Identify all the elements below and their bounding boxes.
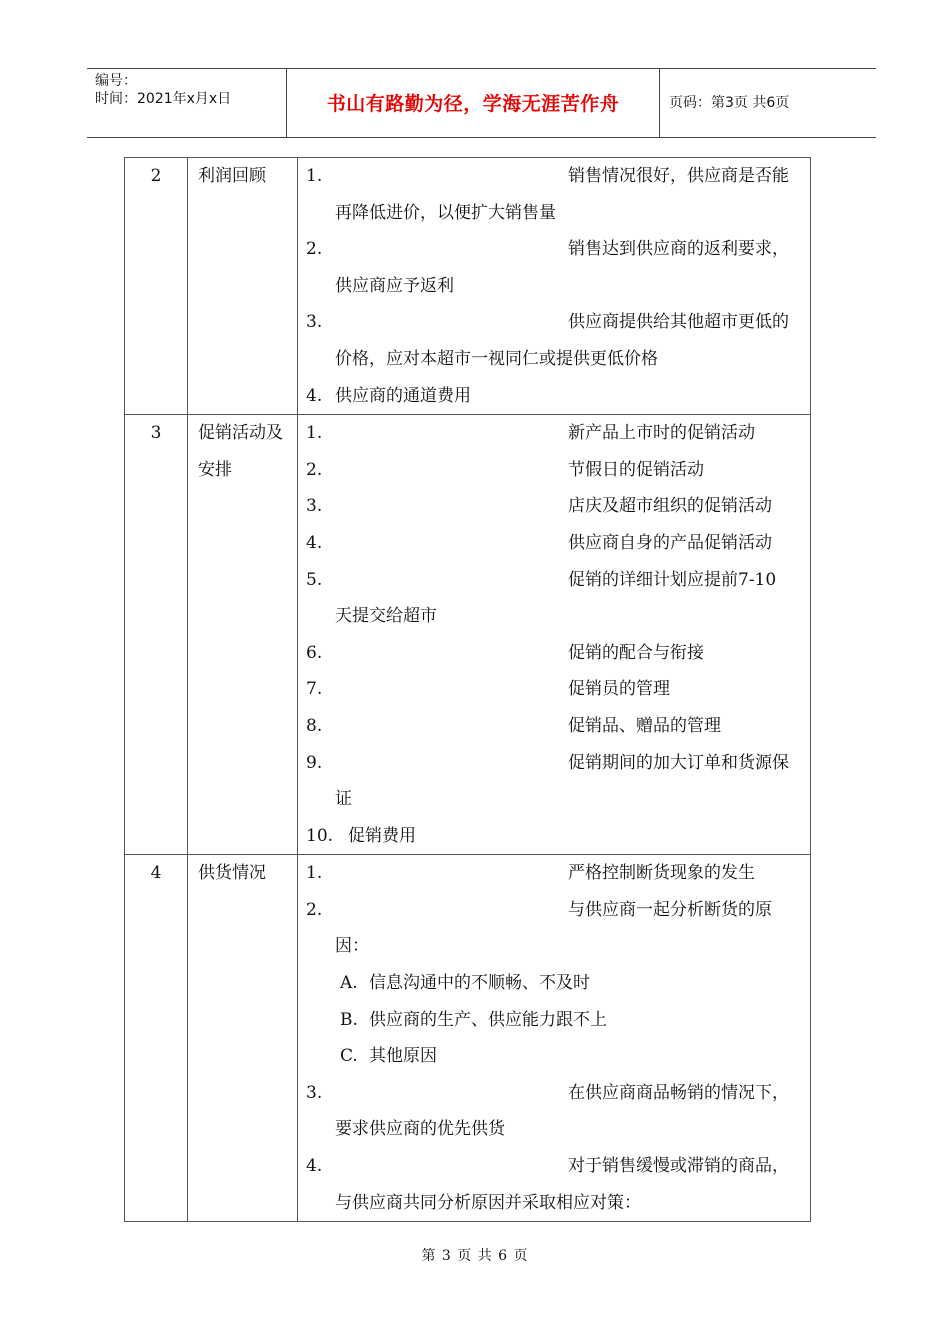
table-row	[125, 855, 811, 1222]
list-item	[306, 452, 802, 489]
number-label: 编号：	[95, 73, 137, 89]
row-items	[298, 415, 811, 855]
row-items	[298, 855, 811, 1222]
list-item	[306, 304, 802, 341]
item-continuation: 再降低进价，以便扩大销售量	[335, 202, 556, 223]
item-number: 4.	[306, 532, 323, 553]
row-number: 2	[125, 158, 188, 415]
row-topic: 利润回顾	[188, 158, 298, 415]
list-item	[306, 488, 802, 525]
list-item	[306, 892, 802, 929]
row-items	[298, 158, 811, 415]
item-continuation: 供应商应予返利	[335, 275, 454, 296]
sub-item-letter: A.	[340, 973, 358, 994]
list-item	[306, 231, 802, 268]
item-text: 新产品上市时的促销活动	[568, 423, 755, 444]
sub-item	[306, 1002, 802, 1039]
item-text: 销售达到供应商的返利要求，	[568, 239, 789, 260]
page-header	[87, 68, 876, 138]
item-text: 与供应商一起分析断货的原	[568, 899, 772, 920]
item-text: 供应商的通道费用	[335, 385, 471, 406]
list-item	[306, 745, 802, 782]
content-table	[124, 157, 811, 1222]
item-continuation: 因：	[335, 936, 369, 957]
list-item	[306, 635, 802, 672]
item-number: 1.	[306, 166, 323, 186]
item-continuation: 要求供应商的优先供货	[335, 1119, 505, 1140]
sub-item-text: 供应商的生产、供应能力跟不上	[369, 1009, 607, 1030]
item-text: 在供应商商品畅销的情况下，	[568, 1082, 789, 1103]
item-text: 促销的配合与衔接	[568, 642, 704, 663]
list-item	[306, 708, 802, 745]
sub-item-text: 其他原因	[369, 1046, 437, 1067]
item-text: 店庆及超市组织的促销活动	[568, 496, 772, 517]
item-text: 促销员的管理	[568, 679, 670, 700]
item-number: 3.	[306, 496, 323, 517]
list-item	[306, 415, 802, 452]
item-number: 4.	[306, 385, 323, 406]
header-meta	[95, 72, 285, 108]
item-number: 10.	[306, 825, 334, 846]
sub-item-text: 信息沟通中的不顺畅、不及时	[369, 973, 590, 994]
sub-item	[306, 1038, 802, 1075]
sub-item	[306, 965, 802, 1002]
item-number: 7.	[306, 679, 323, 700]
time-label: 时间：2021年x月x日	[95, 91, 232, 107]
item-continuation: 与供应商共同分析原因并采取相应对策：	[335, 1192, 641, 1213]
item-text: 销售情况很好，供应商是否能	[568, 166, 789, 186]
list-item	[306, 818, 802, 855]
item-number: 8.	[306, 715, 323, 736]
list-item	[306, 562, 802, 599]
list-item	[306, 855, 802, 892]
item-continuation: 价格，应对本超市一视同仁或提供更低价格	[335, 348, 658, 369]
item-number: 3.	[306, 1082, 323, 1103]
row-number: 3	[125, 415, 188, 855]
item-number: 4.	[306, 1156, 323, 1177]
table-row	[125, 158, 811, 415]
item-number: 6.	[306, 642, 323, 663]
row-number: 4	[125, 855, 188, 1222]
header-page-number: 页码：第3页 共6页	[669, 95, 790, 111]
item-text: 对于销售缓慢或滞销的商品，	[568, 1156, 789, 1177]
item-number: 1.	[306, 863, 323, 884]
header-divider	[659, 69, 660, 137]
list-item	[306, 158, 802, 195]
item-text: 促销品、赠品的管理	[568, 715, 721, 736]
list-item	[306, 525, 802, 562]
item-text: 促销的详细计划应提前7-10	[568, 569, 777, 590]
list-item	[306, 1075, 802, 1112]
item-number: 9.	[306, 752, 323, 773]
list-item	[306, 671, 802, 708]
item-number: 2.	[306, 899, 323, 920]
item-text: 供应商自身的产品促销活动	[568, 532, 772, 553]
item-text: 促销费用	[348, 825, 416, 846]
item-text: 严格控制断货现象的发生	[568, 863, 755, 884]
header-motto: 书山有路勤为径，学海无涯苦作舟	[326, 93, 620, 115]
item-number: 1.	[306, 423, 323, 444]
item-number: 2.	[306, 459, 323, 480]
item-number: 3.	[306, 312, 323, 333]
item-continuation: 证	[335, 789, 352, 810]
list-item	[306, 378, 802, 415]
row-topic: 促销活动及安排	[188, 415, 298, 855]
page-footer: 第 3 页 共 6 页	[421, 1248, 529, 1264]
item-number: 5.	[306, 569, 323, 590]
item-text: 节假日的促销活动	[568, 459, 704, 480]
item-number: 2.	[306, 239, 323, 260]
item-text: 供应商提供给其他超市更低的	[568, 312, 789, 333]
row-topic: 供货情况	[188, 855, 298, 1222]
list-item	[306, 1148, 802, 1185]
sub-item-letter: B.	[340, 1009, 358, 1030]
sub-item-letter: C.	[340, 1046, 358, 1067]
table-row	[125, 415, 811, 855]
item-text: 促销期间的加大订单和货源保	[568, 752, 789, 773]
item-continuation: 天提交给超市	[335, 606, 437, 627]
